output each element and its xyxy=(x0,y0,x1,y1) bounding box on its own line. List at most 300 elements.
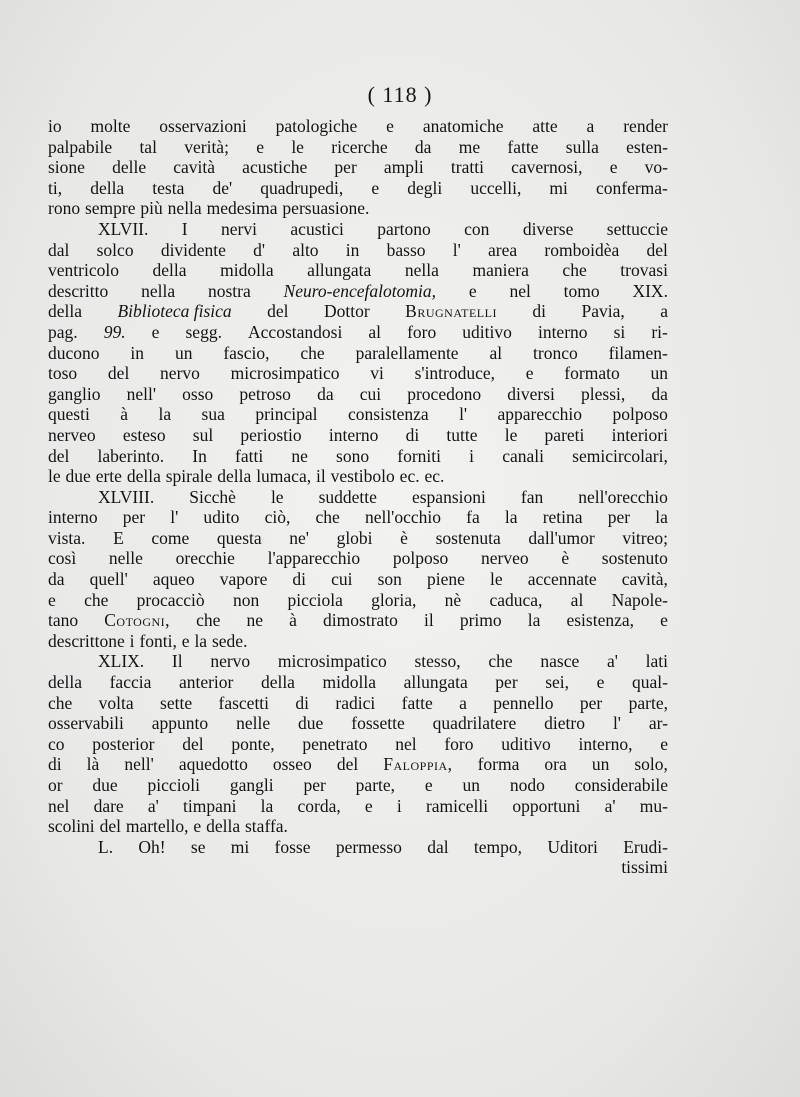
word: mu- xyxy=(639,795,668,816)
word: e xyxy=(596,672,605,693)
word: un xyxy=(462,775,480,795)
word: polposo xyxy=(392,548,449,569)
word: un xyxy=(591,754,610,775)
word: gloria, xyxy=(371,589,417,610)
word: i xyxy=(469,445,475,466)
word: interno xyxy=(48,507,98,528)
word: globi xyxy=(336,527,373,548)
word: partono xyxy=(377,218,431,239)
word: acustiche xyxy=(242,157,308,178)
word: paralellamente xyxy=(355,342,459,363)
page-number: ( 118 ) xyxy=(367,82,433,107)
word: della xyxy=(48,672,83,693)
word: retina xyxy=(542,507,583,528)
word: maniera xyxy=(472,260,529,281)
text-line xyxy=(48,569,668,590)
word: XIX. xyxy=(632,280,668,301)
word: volta xyxy=(98,692,134,713)
body-text xyxy=(48,116,668,878)
word: e xyxy=(609,157,618,178)
word: verità; xyxy=(184,136,229,157)
text-line xyxy=(48,322,668,343)
word: tratti xyxy=(450,157,484,178)
word: l'apparecchio xyxy=(267,548,361,569)
word: pareti xyxy=(544,424,585,445)
word: principal xyxy=(255,404,318,425)
word: è xyxy=(561,548,570,569)
word: procedono xyxy=(407,383,482,404)
word: I xyxy=(181,218,188,239)
word: descrittone xyxy=(48,630,125,651)
word: dall'umor xyxy=(528,527,595,548)
word: Dottor xyxy=(323,301,370,322)
text-line xyxy=(48,528,668,549)
word: della xyxy=(48,301,83,322)
word: nella xyxy=(141,280,176,301)
text-line xyxy=(48,693,668,714)
word: sostenuta xyxy=(435,527,501,548)
word: area xyxy=(488,239,518,260)
word: nella xyxy=(404,260,439,281)
word: patologiche xyxy=(275,116,358,136)
word: tano xyxy=(48,610,79,631)
word: polposo xyxy=(612,404,668,425)
word: anatomiche xyxy=(422,116,504,136)
word: tronco xyxy=(533,342,578,363)
word: interno xyxy=(328,424,379,445)
word: ponte, xyxy=(231,733,275,754)
word: non xyxy=(232,589,260,610)
word: le xyxy=(504,424,518,445)
word: suddette xyxy=(318,486,377,507)
word: d' xyxy=(253,239,266,260)
word: interno, xyxy=(578,733,633,754)
text-line xyxy=(48,507,668,528)
word: della xyxy=(90,177,125,198)
word: stesso, xyxy=(414,651,461,672)
word: sostenuto xyxy=(601,548,668,569)
word: più xyxy=(140,198,163,219)
word: là xyxy=(86,754,100,775)
word: se xyxy=(190,836,206,857)
word: da xyxy=(651,383,668,404)
word: il xyxy=(424,610,434,631)
word: tomo xyxy=(563,280,600,301)
word: lati xyxy=(645,651,668,672)
word: Pavia, xyxy=(581,301,625,322)
word: XLIX. xyxy=(98,651,145,672)
word: ciò, xyxy=(264,507,291,528)
word: e xyxy=(256,136,265,157)
text-line xyxy=(48,590,668,611)
word: foro xyxy=(444,733,474,754)
word: s'introduce, xyxy=(414,363,496,384)
word: da xyxy=(48,569,65,590)
word: interno xyxy=(537,321,588,342)
word: staffa. xyxy=(245,816,288,837)
word: al xyxy=(489,342,503,363)
word: basso xyxy=(386,239,426,260)
word: vi xyxy=(370,363,384,384)
word: permesso xyxy=(335,836,402,857)
word: à xyxy=(289,610,297,631)
word: sono xyxy=(336,445,370,466)
word: fa xyxy=(466,507,480,528)
text-line xyxy=(48,610,668,631)
word: timpani xyxy=(183,795,237,816)
word: ne xyxy=(291,445,308,466)
text-line xyxy=(48,116,668,137)
word: l' xyxy=(170,507,179,528)
word: al xyxy=(570,589,584,610)
text-line xyxy=(48,343,668,364)
word: cavità, xyxy=(621,569,668,590)
word: di xyxy=(48,754,62,775)
word: uditivo xyxy=(462,321,512,342)
word: son xyxy=(377,569,402,590)
word: solo, xyxy=(634,754,668,775)
word: primo xyxy=(459,610,502,631)
word: vestibolo xyxy=(330,466,395,487)
word: consistenza xyxy=(347,404,429,425)
word: nell'orecchio xyxy=(578,486,668,507)
word: filamen- xyxy=(608,342,668,363)
word: a' xyxy=(607,651,618,672)
word: e xyxy=(181,630,190,651)
word: fosse xyxy=(274,836,311,857)
word: Accostandosi xyxy=(248,321,343,342)
word: l' xyxy=(459,404,468,425)
word: allungata xyxy=(307,260,372,281)
word: la xyxy=(260,795,274,816)
word: di xyxy=(532,301,547,322)
word: si xyxy=(613,321,626,342)
word: ricerche xyxy=(331,136,388,157)
word: Biblioteca fisica xyxy=(117,301,232,322)
word: laberinto. xyxy=(97,445,165,466)
word: pennello xyxy=(493,692,554,713)
word: per xyxy=(579,692,603,713)
word: ramicelli xyxy=(425,795,489,816)
text-line xyxy=(48,837,668,858)
word: nostra xyxy=(207,280,251,301)
word: di xyxy=(295,692,310,713)
word: udito xyxy=(203,507,240,528)
word: apparecchio xyxy=(497,404,583,425)
text-line xyxy=(48,487,668,508)
word: due xyxy=(92,775,118,795)
word: nè xyxy=(444,589,462,610)
word: per xyxy=(334,157,357,178)
word: midolla xyxy=(322,672,376,693)
word: periostio xyxy=(240,424,302,445)
word: osseo xyxy=(272,754,312,775)
word: ri- xyxy=(651,321,668,342)
word: corda, xyxy=(297,795,341,816)
word: e xyxy=(151,321,160,342)
word: faccia xyxy=(109,672,152,693)
word: esten- xyxy=(626,136,668,157)
text-line xyxy=(48,713,668,734)
text-line xyxy=(48,466,668,487)
word: appunto xyxy=(151,713,209,734)
word: Napole- xyxy=(611,589,668,610)
word: che xyxy=(196,610,221,631)
word: la xyxy=(527,610,541,631)
word: fossette xyxy=(351,713,405,734)
word: e xyxy=(48,589,56,610)
word: cui xyxy=(331,569,353,590)
word: per xyxy=(607,507,631,528)
text-line xyxy=(48,219,668,240)
word: del xyxy=(48,445,70,466)
word: L. xyxy=(98,836,114,857)
word: radici xyxy=(335,692,376,713)
word: con xyxy=(464,218,490,239)
word: della xyxy=(260,672,295,693)
text-line xyxy=(48,672,668,693)
text-line xyxy=(48,651,668,672)
word: per xyxy=(495,672,518,693)
word: dal xyxy=(48,239,70,260)
word: accennate xyxy=(527,569,597,590)
text-line xyxy=(48,796,668,817)
word: della xyxy=(152,260,187,281)
word: caduca, xyxy=(489,589,543,610)
word: io xyxy=(48,116,62,136)
word: conferma- xyxy=(595,177,668,198)
word: Erudi- xyxy=(623,836,668,857)
word: Sicchè xyxy=(189,486,236,507)
word: ducono xyxy=(48,342,100,363)
word: toso xyxy=(48,363,78,384)
word: le xyxy=(291,136,304,157)
word: acustici xyxy=(290,218,344,239)
word: microsimpatico xyxy=(230,363,340,384)
word: XLVII. xyxy=(98,218,149,239)
word: sua xyxy=(201,404,225,425)
word: me xyxy=(458,136,481,157)
word: le xyxy=(270,486,284,507)
word: nelle xyxy=(108,548,143,569)
word: tutte xyxy=(446,424,478,445)
text-line xyxy=(48,363,668,384)
word: così xyxy=(48,548,77,569)
word: trovasi xyxy=(620,260,668,281)
word: ec. xyxy=(399,466,420,487)
word: alto xyxy=(292,239,319,260)
word: dietro xyxy=(544,713,585,734)
word: lumaca, xyxy=(256,466,312,487)
word: da xyxy=(317,383,334,404)
word: ar- xyxy=(648,713,668,734)
word: a' xyxy=(604,795,616,816)
word: e xyxy=(371,177,380,198)
word: uccelli, xyxy=(470,177,522,198)
catchword-line xyxy=(48,857,668,878)
text-line xyxy=(48,157,668,178)
word: microsimpatico xyxy=(277,651,387,672)
word: che xyxy=(562,260,587,281)
word: descritto xyxy=(48,280,109,301)
word: nervo xyxy=(210,651,251,672)
word: sempre xyxy=(84,198,136,219)
word: ampli xyxy=(383,157,424,178)
text-line xyxy=(48,198,668,219)
word: questa xyxy=(216,527,262,548)
word: questi xyxy=(48,404,90,425)
word: le xyxy=(48,466,61,487)
text-line xyxy=(48,816,668,837)
word: due xyxy=(298,713,324,734)
word: osservabili xyxy=(48,713,124,734)
word: vapore xyxy=(219,569,268,590)
word: Uditori xyxy=(547,836,598,857)
word: osso xyxy=(182,383,214,404)
word: sette xyxy=(160,692,193,713)
word: nell' xyxy=(124,754,154,775)
word: dividente xyxy=(160,239,226,260)
word: In xyxy=(192,445,207,466)
word: quadrupedi, xyxy=(260,177,344,198)
word: nerveo xyxy=(48,424,96,445)
word: i xyxy=(129,630,135,651)
word: nerveo xyxy=(480,548,529,569)
word: di xyxy=(405,424,420,445)
word: la xyxy=(655,507,668,528)
word: di xyxy=(292,569,307,590)
word: de' xyxy=(212,177,233,198)
word: esistenza, xyxy=(566,610,635,631)
word: canali xyxy=(502,445,544,466)
word: testa xyxy=(152,177,185,198)
word: che xyxy=(315,507,340,528)
word: ora xyxy=(544,754,567,775)
word: ec. xyxy=(424,466,445,487)
text-line xyxy=(48,260,668,281)
word: medesima xyxy=(206,198,278,219)
word: pag. xyxy=(48,321,78,342)
word: mi xyxy=(230,836,250,857)
word: osservazioni xyxy=(159,116,247,136)
word: forma xyxy=(477,754,520,775)
word: a xyxy=(586,116,595,136)
word: l' xyxy=(452,239,461,260)
word: XLVIII. xyxy=(98,486,155,507)
word: sede. xyxy=(211,630,248,651)
word: cavità xyxy=(173,157,216,178)
text-line xyxy=(48,281,668,302)
word: quell' xyxy=(89,569,128,590)
word: foro xyxy=(407,321,437,342)
word: nervi xyxy=(221,218,257,239)
word: e xyxy=(525,363,534,384)
word: nodo xyxy=(509,775,545,795)
word: considerabile xyxy=(574,775,668,795)
word: tempo, xyxy=(473,836,523,857)
text-line xyxy=(48,384,668,405)
word: sul xyxy=(192,424,214,445)
word: Brugnatelli xyxy=(405,301,497,322)
text-line xyxy=(48,301,668,322)
word: della xyxy=(206,816,241,837)
word: al xyxy=(368,321,382,342)
word: tal xyxy=(139,136,157,157)
word: forniti xyxy=(397,445,442,466)
word: espansioni xyxy=(411,486,486,507)
word: nella xyxy=(167,198,202,219)
word: che xyxy=(48,692,73,713)
text-line xyxy=(48,178,668,199)
word: or xyxy=(48,775,63,795)
word: semicircolari, xyxy=(572,445,668,466)
word: dal xyxy=(427,836,449,857)
word: per xyxy=(122,507,146,528)
word: sulla xyxy=(565,136,599,157)
word: posterior xyxy=(92,733,155,754)
word: che xyxy=(84,589,109,610)
word: per xyxy=(303,775,326,795)
word: che xyxy=(488,651,513,672)
word: e xyxy=(424,775,433,795)
word: romboidèa xyxy=(544,239,620,260)
word: procacciò xyxy=(136,589,205,610)
word: parte, xyxy=(355,775,396,795)
word: esteso xyxy=(122,424,166,445)
word: spirale xyxy=(165,466,213,487)
word: rono xyxy=(48,198,81,219)
word: diversi xyxy=(507,383,555,404)
word: molte xyxy=(90,116,131,136)
word: allungata xyxy=(403,672,468,693)
word: nervo xyxy=(160,363,200,384)
word: della xyxy=(217,466,252,487)
word: e xyxy=(386,116,394,136)
text-line xyxy=(48,137,668,158)
word: 99. xyxy=(103,321,126,342)
word: come xyxy=(151,527,190,548)
word: fonti, xyxy=(139,630,177,651)
word: opportuni xyxy=(512,795,581,816)
word: ganglio xyxy=(48,383,101,404)
word: fascetti xyxy=(218,692,270,713)
word: delle xyxy=(112,157,147,178)
word: nelle xyxy=(236,713,271,734)
word: palpabile xyxy=(48,136,113,157)
word: e xyxy=(468,280,477,301)
word: vitreo; xyxy=(622,527,668,548)
word: aquedotto xyxy=(178,754,248,775)
word: persuasione. xyxy=(282,198,370,219)
word: settuccie xyxy=(606,218,668,239)
word: le xyxy=(489,569,503,590)
word: l' xyxy=(612,713,621,734)
word: orecchie xyxy=(175,548,235,569)
word: la xyxy=(194,630,208,651)
word: un xyxy=(174,342,193,363)
word: e xyxy=(193,816,202,837)
word: cui xyxy=(359,383,382,404)
word: del xyxy=(107,363,130,384)
word: nel xyxy=(48,795,70,816)
word: Oh! xyxy=(138,836,166,857)
word: ti, xyxy=(48,177,63,198)
word: del xyxy=(336,754,359,775)
word: due xyxy=(65,466,91,487)
word: segg. xyxy=(185,321,222,342)
word: Il xyxy=(171,651,183,672)
text-line xyxy=(48,548,668,569)
